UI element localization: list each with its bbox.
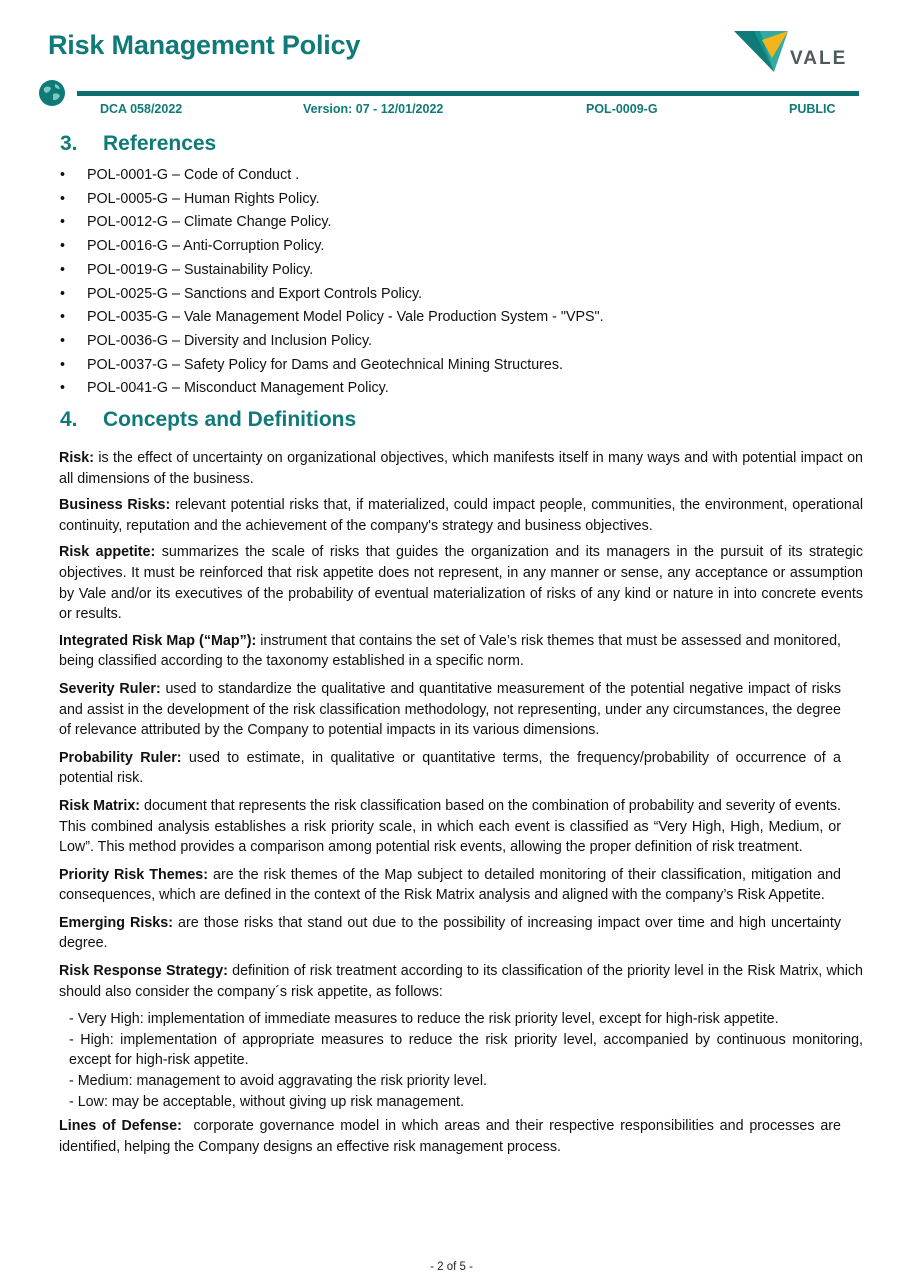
section-3-heading [60, 132, 216, 156]
definition-text: relevant potential risks that, if materialized, could impact people, communities, the environment, operational continuity, reputation and the achievement of the company's strategy and business objectives. [59, 497, 863, 534]
definition-term: Priority Risk Themes: [59, 866, 209, 883]
definition-risk [59, 448, 863, 489]
list-item: • POL-0001-G – Code of Conduct . [60, 164, 860, 188]
definition-text: corporate governance model in which areas and their respective responsibilities and processes are identified, helping the Company designs an effective risk management process. [59, 1118, 845, 1155]
definition-term: Severity Ruler: [59, 680, 161, 697]
definition-text: instrument that contains the set of Vale’s risk themes that must be assessed and monitored, being classified according to the taxonomy established in a specific norm. [59, 632, 841, 670]
definition-term: Risk appetite: [59, 544, 156, 561]
definition-term: Business Risks: [59, 497, 171, 514]
definition-risk-response-strategy [59, 961, 863, 1002]
references-list [60, 164, 860, 401]
definition-text: document that represents the risk classification based on the combination of probability and severity of events. This combined analysis establishes a risk priority scale, in which each event is classified as “Very High, High, Medium, or Low”. This method provides a comparison among potential risk events, allowing the proper definition of risk treatment. [59, 797, 841, 856]
list-item: • POL-0037-G – Safety Policy for Dams and Geotechnical Mining Structures. [60, 354, 860, 378]
section-title: References [103, 132, 217, 155]
list-item: • POL-0041-G – Misconduct Management Policy. [60, 377, 860, 401]
policy-code: POL-0009-G [586, 102, 658, 116]
definition-severity-ruler [59, 679, 841, 741]
section-title: Concepts and Definitions [103, 408, 357, 431]
header-rule [77, 91, 859, 96]
definition-text: are those risks that stand out due to the possibility of increasing impact over time and high uncertainty degree. [59, 914, 841, 952]
definition-risk-map [59, 631, 841, 672]
list-item: - Medium: management to avoid aggravating the risk priority level. [69, 1073, 487, 1090]
definition-term: Integrated Risk Map (“Map”): [59, 632, 257, 649]
globe-icon [38, 79, 66, 107]
definition-term: Emerging Risks: [59, 914, 173, 931]
definition-business-risks [59, 495, 863, 536]
definition-risk-matrix [59, 796, 841, 858]
definition-risk-appetite [59, 542, 863, 624]
list-item: - High: implementation of appropriate measures to reduce the risk priority level, accompanied by continuous monitoring, except for high-risk appetite. [69, 1031, 863, 1069]
page-number: - 2 of 5 - [430, 1261, 473, 1273]
definition-term: Risk: [59, 450, 94, 466]
definition-text: definition of risk treatment according to its classification of the priority level in the Risk Matrix, which should also consider the company´s risk appetite, as follows: [59, 963, 863, 1000]
section-number: 3. [60, 132, 78, 155]
definition-term: Risk Matrix: [59, 797, 141, 814]
classification-label: PUBLIC [789, 102, 836, 116]
definition-text: are the risk themes of the Map subject to detailed monitoring of their classification, mitigation and consequences, which are defined in the context of the Risk Matrix analysis and aligned with the company’s Risk Appetite. [59, 866, 841, 904]
list-item: - Very High: implementation of immediate measures to reduce the risk priority level, except for high-risk appetite. [69, 1011, 779, 1028]
list-item: • POL-0035-G – Vale Management Model Policy - Vale Production System - "VPS". [60, 306, 860, 330]
definition-probability-ruler [59, 748, 841, 789]
page-title: Risk Management Policy [48, 30, 361, 60]
strategy-list [69, 1009, 863, 1112]
definition-term: Probability Ruler: [59, 749, 182, 766]
definition-text: summarizes the scale of risks that guides the organization and its managers in the pursuit of its strategic objectives. It must be reinforced that risk appetite does not represent, in any manner or sense, any acceptance or assumption by Vale and/or its executives of the probability of eventual materialization of risks of any kind or nature in into concrete events or results. [59, 544, 863, 623]
logo-text: VALE [790, 48, 848, 69]
definition-lines-of-defense [59, 1116, 845, 1157]
definition-text: is the effect of uncertainty on organizational objectives, which manifests itself in many ways and with potential impact on all dimensions of the business. [59, 450, 863, 487]
list-item: • POL-0005-G – Human Rights Policy. [60, 188, 860, 212]
list-item: • POL-0019-G – Sustainability Policy. [60, 259, 860, 283]
definition-text: used to estimate, in qualitative or quantitative terms, the frequency/probability of occurrence of a potential risk. [59, 749, 841, 787]
section-4-heading [60, 408, 356, 432]
list-item: • POL-0012-G – Climate Change Policy. [60, 211, 860, 235]
definition-term: Lines of Defense: [59, 1118, 182, 1135]
definition-text: used to standardize the qualitative and quantitative measurement of the potential negative impact of risks and assist in the development of the risk classification methodology, not representing, under any circumstances, the degree of relevance attributed by the Company to potential impacts in its various dimensions. [59, 680, 841, 739]
doc-code: DCA 058/2022 [100, 102, 183, 116]
list-item: - Low: may be acceptable, without giving up risk management. [69, 1093, 464, 1110]
definition-term: Risk Response Strategy: [59, 963, 228, 980]
definition-priority-risk-themes [59, 865, 841, 906]
list-item: • POL-0016-G – Anti-Corruption Policy. [60, 235, 860, 259]
list-item: • POL-0036-G – Diversity and Inclusion Policy. [60, 330, 860, 354]
section-number: 4. [60, 408, 78, 431]
list-item: • POL-0025-G – Sanctions and Export Controls Policy. [60, 283, 860, 307]
definitions [59, 448, 863, 1163]
definition-emerging-risks [59, 913, 841, 954]
doc-version: Version: 07 - 12/01/2022 [303, 102, 444, 116]
